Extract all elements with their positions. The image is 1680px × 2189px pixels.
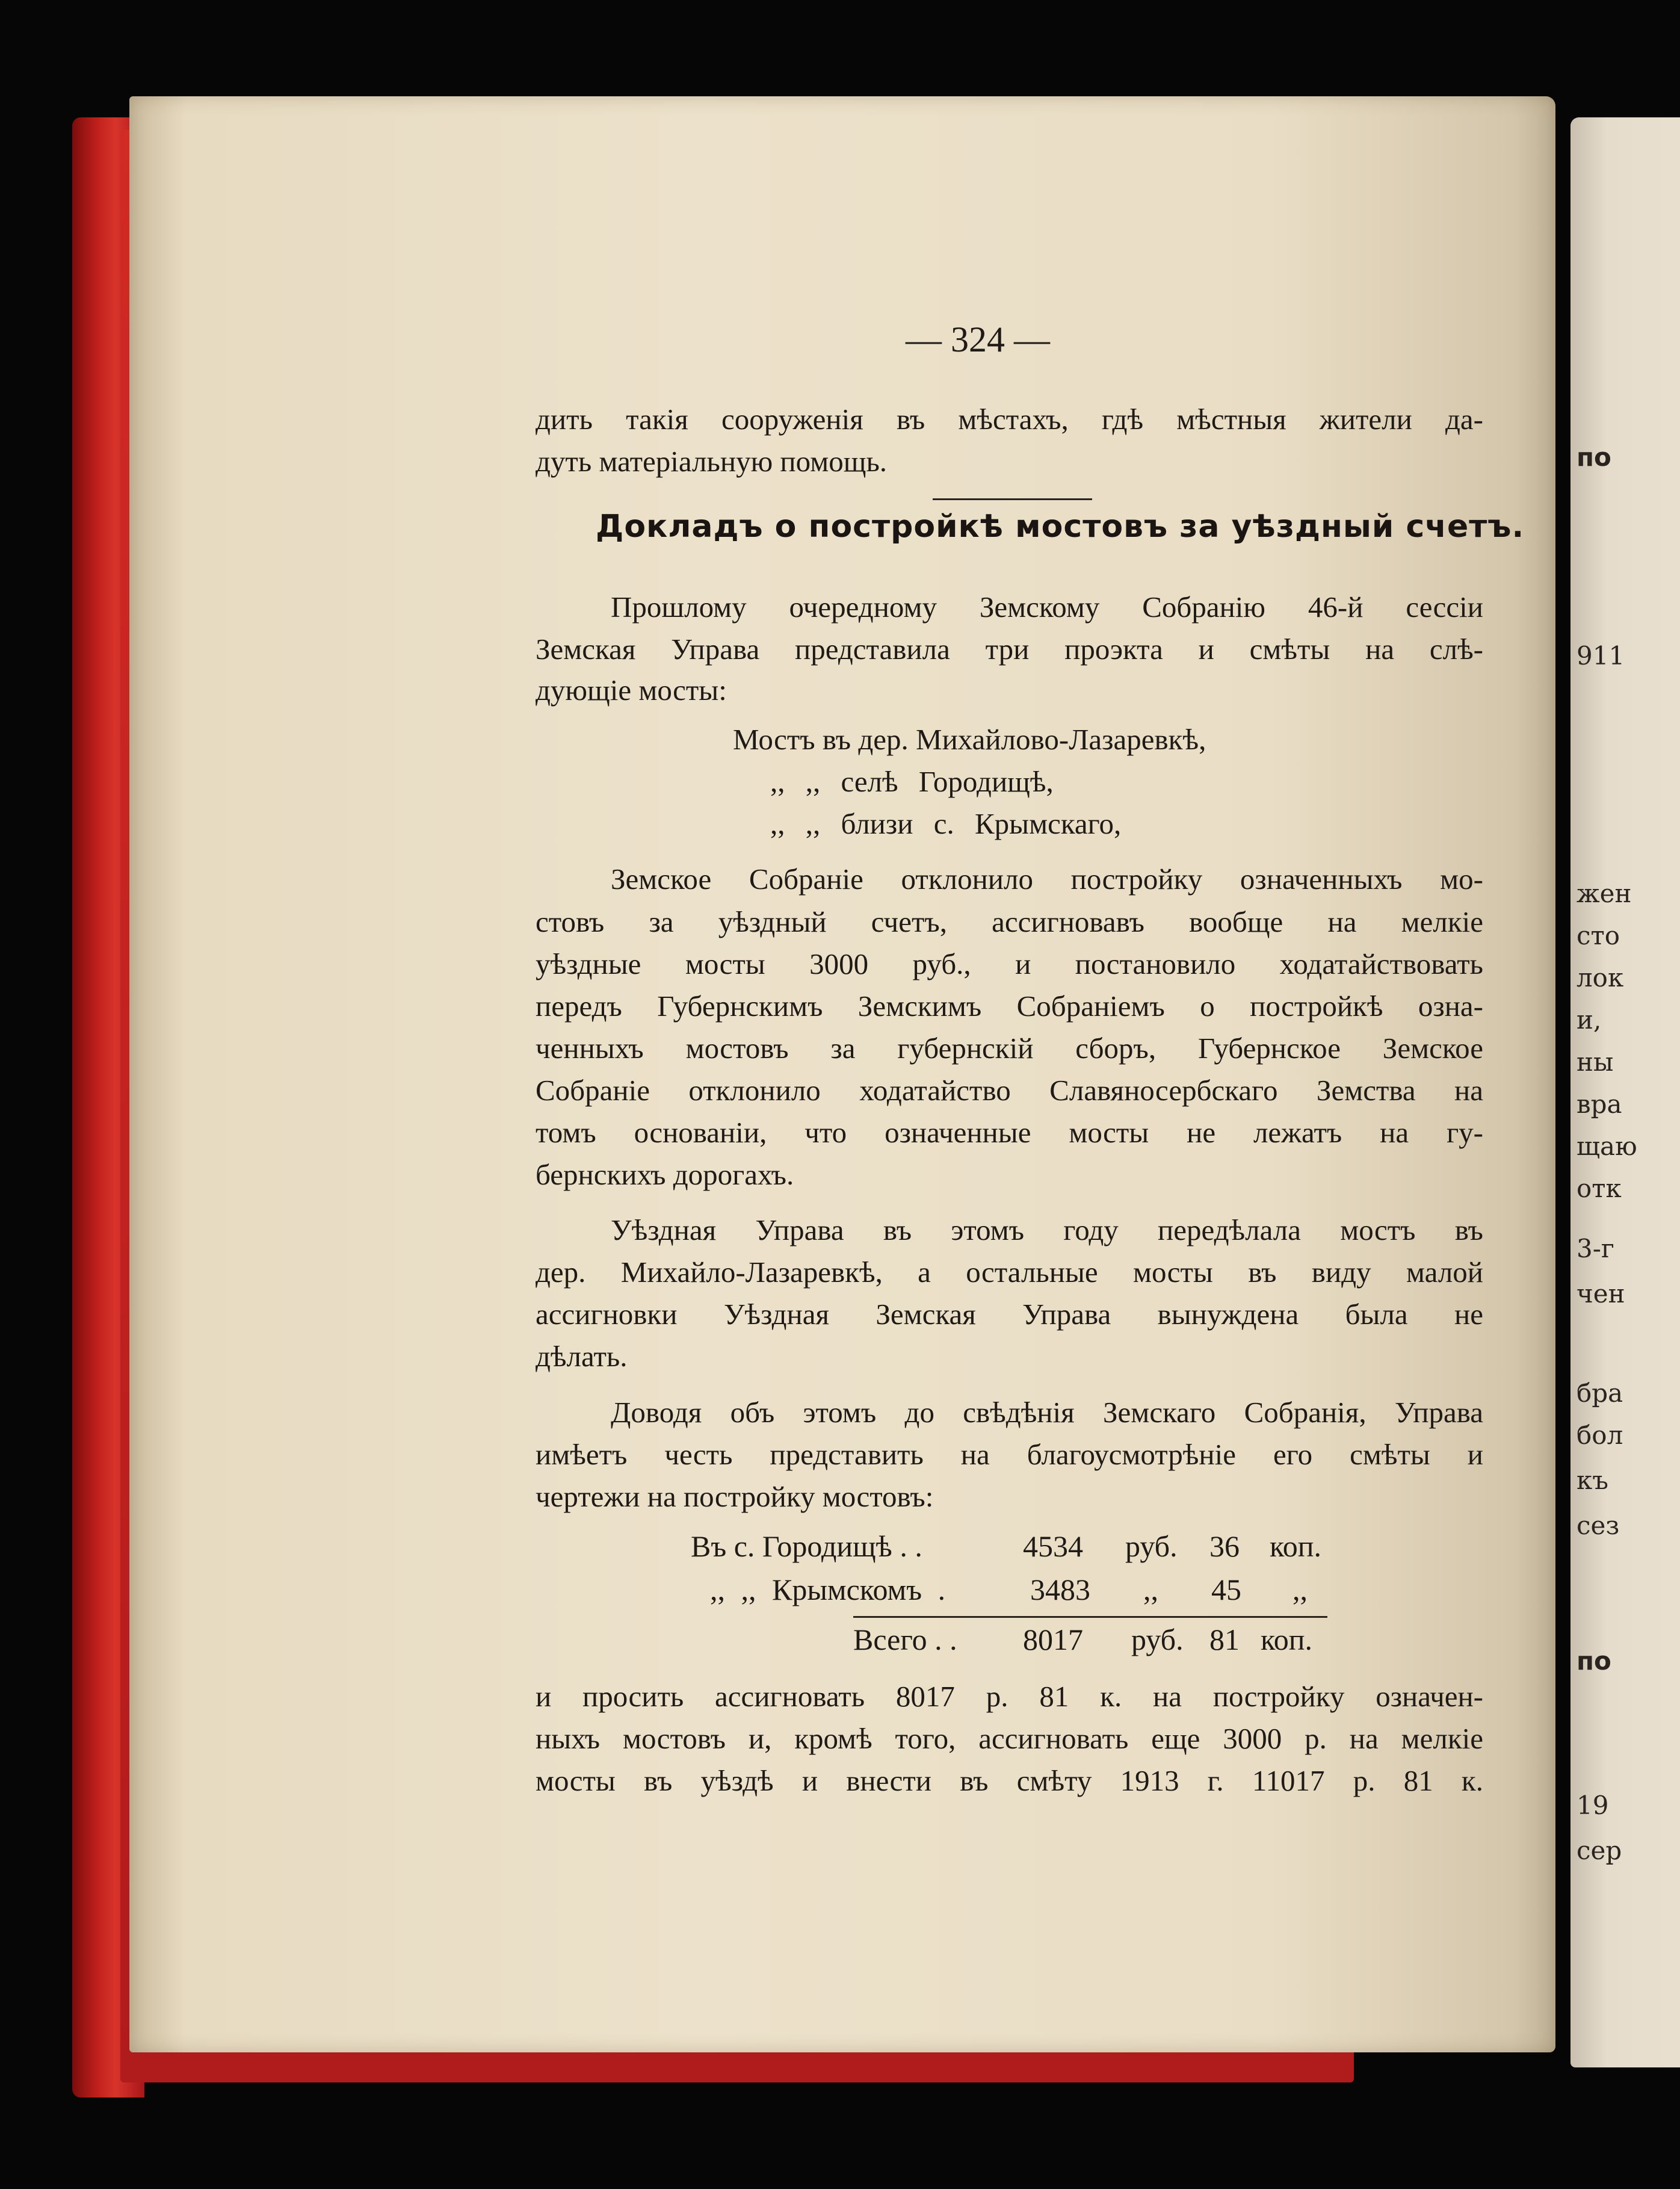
estimate-kop: 36: [1209, 1529, 1240, 1563]
facing-page-fragment: бра: [1577, 1378, 1623, 1408]
text-line: ныхъ мостовъ и, кромѣ того, ассигновать еще 3000 р. на мелкіе: [536, 1722, 1483, 1755]
facing-page-fragment: сто: [1577, 921, 1620, 950]
text-line: имѣетъ честь представить на благоусмотрѣніе его смѣты и: [536, 1438, 1483, 1471]
text-line: дуть матеріальную помощь.: [536, 445, 888, 478]
text-line: бернскихъ дорогахъ.: [536, 1158, 794, 1191]
text-line: дующіе мосты:: [536, 673, 727, 707]
text-line: передъ Губернскимъ Земскимъ Собраніемъ о постройкѣ озна-: [536, 989, 1483, 1023]
total-kop-unit: коп.: [1261, 1623, 1313, 1656]
facing-page-fragment: щаю: [1577, 1132, 1637, 1161]
bridge-item: ,, ,, селѣ Городищѣ,: [770, 765, 1054, 798]
facing-page-fragment: по: [1577, 442, 1611, 472]
facing-page-fragment: вра: [1577, 1089, 1622, 1119]
text-line: Земская Управа представила три проэкта и смѣты на слѣ-: [536, 633, 1483, 666]
text-line: чертежи на постройку мостовъ:: [536, 1480, 934, 1513]
facing-page-fragment: жен: [1577, 879, 1632, 908]
facing-page-fragment: къ: [1577, 1466, 1608, 1495]
facing-page-fragment: сез: [1577, 1511, 1620, 1540]
text-line: ассигновки Уѣздная Земская Управа вынуждена была не: [536, 1298, 1483, 1331]
estimate-rub-unit: руб.: [1125, 1529, 1178, 1563]
total-label: Всего . .: [853, 1623, 957, 1656]
text-line: Уѣздная Управа въ этомъ году передѣлала мостъ въ: [611, 1213, 1483, 1246]
facing-page-fragment: и,: [1577, 1005, 1602, 1035]
text-line: и просить ассигновать 8017 р. 81 к. на постройку означен-: [536, 1680, 1483, 1713]
bridge-item: Мостъ въ дер. Михайлово-Лазаревкѣ,: [733, 723, 1206, 756]
estimate-kop: 45: [1211, 1573, 1241, 1606]
text-line: Доводя объ этомъ до свѣдѣнія Земскаго Собранія, Управа: [611, 1396, 1483, 1429]
estimate-rub: 4534: [1023, 1529, 1083, 1563]
facing-page-fragment: лок: [1577, 963, 1624, 992]
text-line: дер. Михайло-Лазаревкѣ, а остальные мосты въ виду малой: [536, 1256, 1483, 1289]
section-heading: Докладъ о постройкѣ мостовъ за уѣздный счетъ.: [596, 509, 1525, 545]
text-line: стовъ за уѣздный счетъ, ассигновавъ вообще на мелкіе: [536, 905, 1483, 938]
text-line: дѣлать.: [536, 1340, 628, 1373]
text-line: ченныхъ мостовъ за губернскій сборъ, Губернское Земское: [536, 1032, 1483, 1065]
estimate-label: ,, ,, Крымскомъ .: [710, 1573, 946, 1606]
bridge-item: ,, ,, близи с. Крымскаго,: [770, 807, 1122, 840]
estimate-rub: 3483: [1030, 1573, 1090, 1606]
text-line: Земское Собраніе отклонило постройку означенныхъ мо-: [611, 862, 1483, 896]
estimate-label: Въ с. Городищѣ . .: [691, 1529, 922, 1563]
facing-page-fragment: 911: [1577, 641, 1625, 670]
text-line: Собраніе отклонило ходатайство Славяносербскаго Земства на: [536, 1074, 1483, 1107]
text-line: уѣздные мосты 3000 руб., и постановило ходатайствовать: [536, 947, 1483, 980]
text-line: дить такія сооруженія въ мѣстахъ, гдѣ мѣстныя жители да-: [536, 403, 1483, 436]
estimate-rub-unit: ,,: [1143, 1573, 1158, 1606]
facing-page-fragment: отк: [1577, 1174, 1622, 1203]
total-rub-unit: руб.: [1131, 1623, 1184, 1656]
facing-page-fragment: бол: [1577, 1420, 1623, 1450]
facing-page-fragment: 3-г: [1577, 1234, 1614, 1263]
facing-page-fragment: сер: [1577, 1836, 1622, 1865]
section-divider: [933, 498, 1092, 500]
total-rub: 8017: [1023, 1623, 1083, 1656]
facing-page-fragment: 19: [1577, 1791, 1609, 1820]
text-line: мосты въ уѣздѣ и внести въ смѣту 1913 г. 11017 р. 81 к.: [536, 1764, 1483, 1797]
facing-page-fragment: по: [1577, 1646, 1611, 1676]
page-number: — 324 —: [906, 320, 1050, 359]
estimate-kop-unit: ,,: [1292, 1573, 1308, 1606]
text-line: томъ основаніи, что означенные мосты не лежатъ на гу-: [536, 1116, 1483, 1149]
estimate-kop-unit: коп.: [1270, 1529, 1322, 1563]
sum-rule: [853, 1616, 1327, 1618]
total-kop: 81: [1209, 1623, 1240, 1656]
facing-page-fragment: ны: [1577, 1047, 1614, 1077]
text-line: Прошлому очередному Земскому Собранію 46-й сессіи: [611, 590, 1483, 624]
facing-page-fragment: чен: [1577, 1279, 1625, 1308]
